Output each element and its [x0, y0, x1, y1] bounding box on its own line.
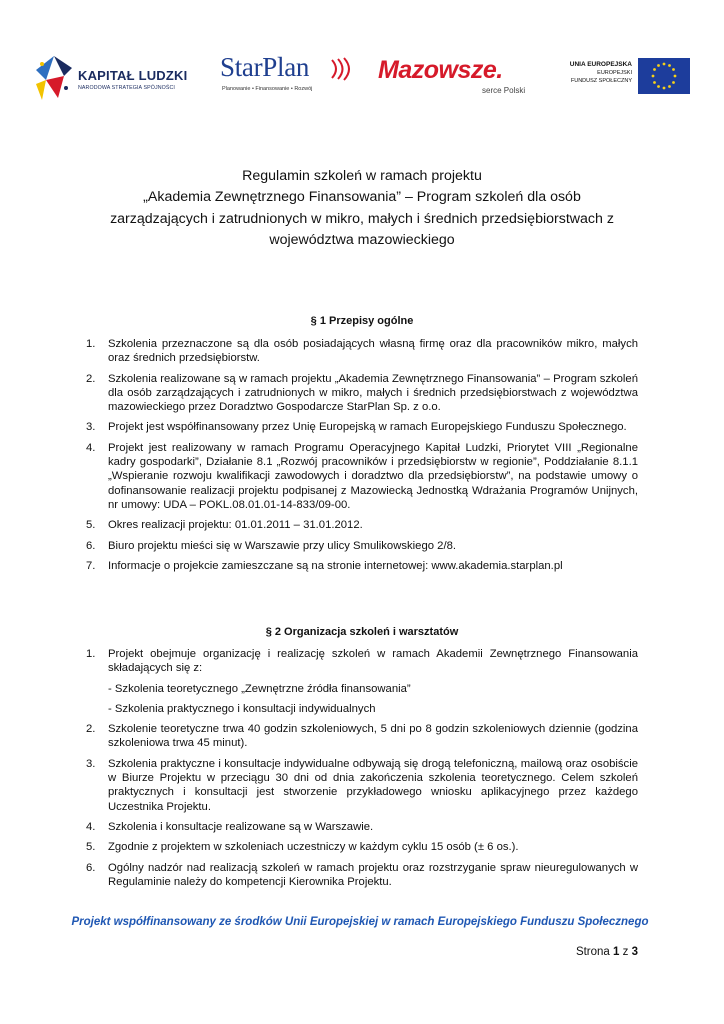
list-item	[86, 820, 638, 834]
list-item	[86, 722, 638, 751]
item-number: 2.	[86, 372, 96, 385]
kapital-ludzki-logo	[32, 54, 192, 104]
section-2-heading: § 2 Organizacja szkoleń i warsztatów	[265, 626, 459, 638]
page-separator: z	[622, 946, 629, 958]
sub-list-item: - Szkolenia praktycznego i konsultacji indywidualnych	[108, 702, 376, 715]
starplan-tagline: Planowanie • Finansowanie • Rozwój	[222, 86, 313, 92]
eu-flag-icon	[638, 58, 690, 94]
item-text: Szkolenia przeznaczone są dla osób posiadających własną firmę oraz dla pracowników mikro, małych oraz średnich przedsiębiorstw.	[108, 338, 638, 365]
sub-list-item: - Szkolenia teoretycznego „Zewnętrzne źródła finansowania”	[108, 682, 411, 695]
item-number: 7.	[86, 559, 96, 572]
item-number: 6.	[86, 539, 96, 552]
mazowsze-name: Mazowsze.	[378, 56, 503, 84]
section-1-heading: § 1 Przepisy ogólne	[310, 315, 414, 327]
list-item	[86, 861, 638, 890]
item-number: 4.	[86, 441, 96, 454]
document-title	[80, 166, 644, 251]
title-line-1: Regulamin szkoleń w ramach projektu	[242, 168, 482, 184]
item-text: Szkolenie teoretyczne trwa 40 godzin szkoleniowych, 5 dni po 8 godzin szkoleniowych dziennie (godzina szkoleniowa trwa 45 minut).	[108, 723, 638, 750]
title-line-3: zarządzających i zatrudnionych w mikro, małych i średnich przedsiębiorstwach z	[110, 210, 614, 227]
starplan-name: StarPlan	[220, 52, 310, 82]
page-number	[576, 946, 638, 958]
item-number: 1.	[86, 648, 96, 660]
item-text: Szkolenia praktyczne i konsultacje indywidualne odbywają się drogą telefoniczną, mailową oraz osobiście w Biurze Projektu w przeciągu 30 dni od dnia zakończenia szkolenia teoretycznego. Celem szkoleń praktycznych i konsultacji jest stworzenie przykładowego wniosku aplikacyjnego przez każdego Uczestnika Projektu.	[108, 757, 638, 813]
logos-header	[0, 50, 724, 110]
eu-line-2: EUROPEJSKI	[597, 70, 632, 76]
kapital-ludzki-title: KAPITAŁ LUDZKI	[78, 68, 188, 83]
list-item	[86, 420, 638, 434]
item-text: Projekt jest realizowany w ramach Programu Operacyjnego Kapitał Ludzki, Priorytet VIII „Regionalne kadry gospodarki”, Działanie 8.1 „Rozwój pracowników i przedsiębiorstw w regionie”, Poddziałanie 8.1.1 „Wspieranie rozwoju kwalifikacji zawodowych i doradztwo dla przedsiębiorstw”, na podstawie umowy o dofinansowanie realizacji projektu podpisanej z Mazowiecką Jednostką Wdrażania Programów Unijnych, nr umowy: UDA – POKL.08.01.01-14-833/09-00.	[108, 441, 638, 511]
list-item	[86, 559, 638, 573]
mazowsze-subtitle: serce Polski	[482, 86, 526, 95]
eu-logo	[560, 58, 690, 100]
item-number: 3.	[86, 757, 96, 770]
cofinancing-footer-note: Projekt współfinansowany ze środków Unii Europejskiej w ramach Europejskiego Funduszu Społecznego	[71, 916, 649, 928]
eu-text	[552, 60, 632, 85]
item-text: Biuro projektu mieści się w Warszawie przy ulicy Smulikowskiego 2/8.	[108, 539, 457, 552]
list-item	[86, 539, 638, 553]
item-text: Okres realizacji projektu: 01.01.2011 – 31.01.2012.	[108, 519, 363, 532]
item-number: 3.	[86, 421, 96, 434]
page-current: 1	[613, 946, 620, 958]
item-text: Informacje o projekcie zamieszczane są na stronie internetowej: www.akademia.starplan.pl	[108, 559, 563, 572]
item-text: Szkolenia i konsultacje realizowane są w Warszawie.	[108, 820, 374, 833]
section-2-list	[86, 647, 638, 895]
section-1-list	[86, 337, 638, 579]
item-number: 5.	[86, 519, 96, 532]
item-number: 5.	[86, 841, 96, 854]
item-text: Zgodnie z projektem w szkoleniach uczestniczy w każdym cyklu 15 osób (± 6 os.).	[108, 841, 519, 854]
item-number: 1.	[86, 338, 96, 350]
kapital-ludzki-emblem-icon	[32, 54, 76, 104]
item-text: Ogólny nadzór nad realizacją szkoleń w ramach projektu oraz rozstrzyganie spraw nieuregulowanych w Regulaminie należy do kompetencji Kierownika Projektu.	[108, 861, 638, 888]
list-item	[86, 518, 638, 532]
item-number: 2.	[86, 723, 96, 736]
mazowsze-logo	[378, 56, 538, 106]
item-text: Projekt jest współfinansowany przez Unię Europejską w ramach Europejskiego Funduszu Społecznego.	[108, 421, 627, 434]
list-item	[86, 441, 638, 512]
item-number: 6.	[86, 861, 96, 874]
starplan-logo	[220, 52, 360, 102]
list-item	[86, 337, 638, 366]
title-line-4: województwa mazowieckiego	[269, 231, 455, 248]
item-text: Projekt obejmuje organizację i realizację szkoleń w ramach Akademii Zewnętrznego Finansowania składających się z:	[108, 648, 638, 675]
page-total: 3	[631, 946, 638, 958]
list-item	[86, 372, 638, 415]
list-item	[86, 757, 638, 814]
list-item	[86, 647, 638, 676]
item-number: 4.	[86, 820, 96, 833]
list-item	[86, 840, 638, 854]
title-line-2: „Akademia Zewnętrznego Finansowania” – Program szkoleń dla osób	[143, 189, 581, 206]
eu-line-3: FUNDUSZ SPOŁECZNY	[570, 78, 632, 84]
item-text: Szkolenia realizowane są w ramach projektu „Akademia Zewnętrznego Finansowania” – Program szkoleń dla osób zarządzających i zatrudnionych w mikro, małych i średnich przedsiębiorstwach z województwa mazowieckiego przez Doradztwo Gospodarcze StarPlan Sp. z o.o.	[108, 372, 638, 414]
kapital-ludzki-subtitle: NARODOWA STRATEGIA SPÓJNOŚCI	[78, 85, 175, 91]
starplan-waves-icon	[328, 56, 354, 82]
page-label: Strona	[575, 946, 610, 958]
eu-line-1: UNIA EUROPEJSKA	[569, 61, 632, 68]
